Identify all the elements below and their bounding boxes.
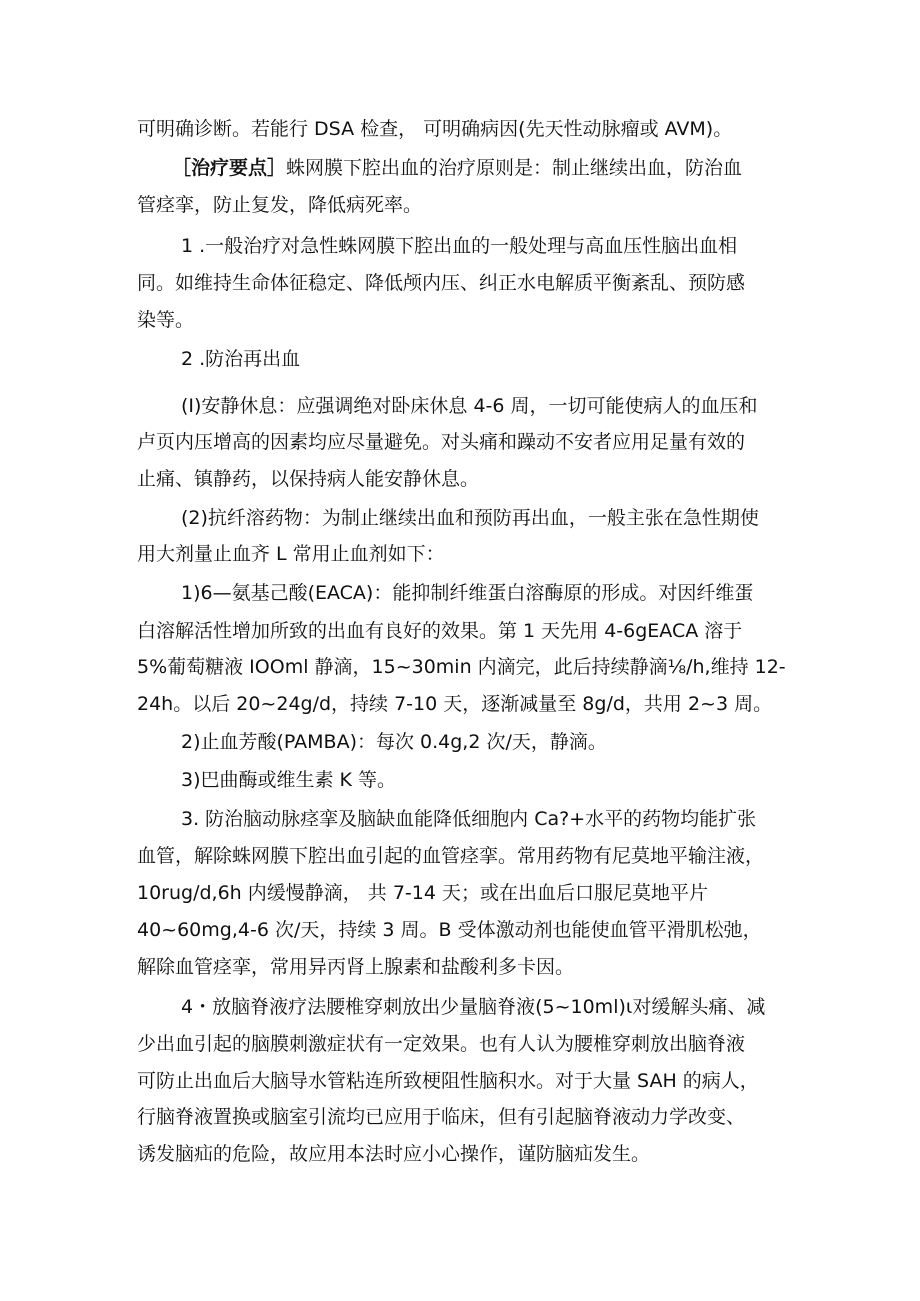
section-heading-2: 2 .防治再出血 xyxy=(181,348,301,370)
text-line-11: (2)抗纤溶药物：为制止继续出血和预防再出血，一般主张在急性期使 xyxy=(181,507,759,529)
text-line-13: 1)6—氨基己酸(EACA)：能抑制纤维蛋白溶酶原的形成。对因纤维蛋 xyxy=(181,582,754,604)
text-line-26: 可防止出血后大脑导水管粘连所致梗阻性脑积水。对于大量 SAH 的病人， xyxy=(137,1070,759,1092)
text-line-27: 行脑脊液置换或脑室引流均已应用于临床，但有引起脑脊液动力学改变、 xyxy=(137,1106,746,1128)
text-line-28: 诱发脑疝的危险，故应用本法时应小心操作，谨防脑疝发生。 xyxy=(137,1143,651,1165)
text-line-17: 2)止血芳酸(PAMBA)：每次 0.4g,2 次/天，静滴。 xyxy=(181,731,607,753)
text-line-15: 5%葡萄糖液 IOOml 静滴，15~30min 内滴完，此后持续静滴⅛∕h,维持 12- xyxy=(137,656,786,678)
text-line-25: 少出血引起的脑膜刺激症状有一定效果。也有人认为腰椎穿刺放出脑脊液 xyxy=(137,1033,746,1055)
text-line-12: 用大剂量止血齐 L 常用止血剂如下： xyxy=(137,543,445,565)
text-line-24: 4・放脑脊液疗法腰椎穿刺放出少量脑脊液(5~10ml)ι对缓解头痛、减 xyxy=(181,996,766,1018)
text-line-16: 24h。以后 20~24g/d，持续 7-10 天，逐渐减量至 8g∕d，共用 2~3 周。 xyxy=(137,693,773,715)
text-line-19: 3. 防治脑动脉痉挛及脑缺血能降低细胞内 Ca?+水平的药物均能扩张 xyxy=(181,808,757,830)
text-line-8: (I)安静休息：应强调绝对卧床休息 4-6 周，一切可能使病人的血压和 xyxy=(181,395,758,417)
treatment-heading: ［治疗要点］ xyxy=(172,157,287,179)
text-line-10: 止痛、镇静药，以保持病人能安静休息。 xyxy=(137,468,480,490)
text-line-6: 染等。 xyxy=(137,309,195,331)
text-line-22: 40~60mg,4-6 次/天，持续 3 周。B 受体激动剂也能使血管平滑肌松弛， xyxy=(137,919,762,941)
text-line-20: 血管，解除蛛网膜下腔出血引起的血管痉挛。常用药物有尼莫地平输注液， xyxy=(137,845,765,867)
text-line-21: 10rug∕d,6h 内缓慢静滴， 共 7-14 天；或在出血后口服尼莫地平片 xyxy=(137,882,709,904)
text-line-18: 3)巴曲酶或维生素 K 等。 xyxy=(181,769,397,791)
text-line-5: 同。如维持生命体征稳定、降低颅内压、纠正水电解质平衡紊乱、预防感 xyxy=(137,272,746,294)
text-line-1: 可明确诊断。若能行 DSA 检查， 可明确病因(先天性动脉瘤或 AVM)。 xyxy=(137,118,733,140)
text-line-4: 1 .一般治疗对急性蛛网膜下腔出血的一般处理与高血压性脑出血相 xyxy=(181,235,738,257)
text-line-3: 管痉挛，防止复发，降低病死率。 xyxy=(137,194,423,216)
text-line-9: 卢页内压增高的因素均应尽量避免。对头痛和躁动不安者应用足量有效的 xyxy=(137,431,746,453)
treatment-intro: 蛛网膜下腔出血的治疗原则是：制止继续出血，防治血 xyxy=(286,157,743,179)
text-line-23: 解除血管痉挛，常用异丙肾上腺素和盐酸利多卡因。 xyxy=(137,956,575,978)
text-line-14: 白溶解活性增加所致的出血有良好的效果。第 1 天先用 4-6gEACA 溶于 xyxy=(137,620,743,642)
treatment-paragraph-first-line xyxy=(172,155,742,181)
